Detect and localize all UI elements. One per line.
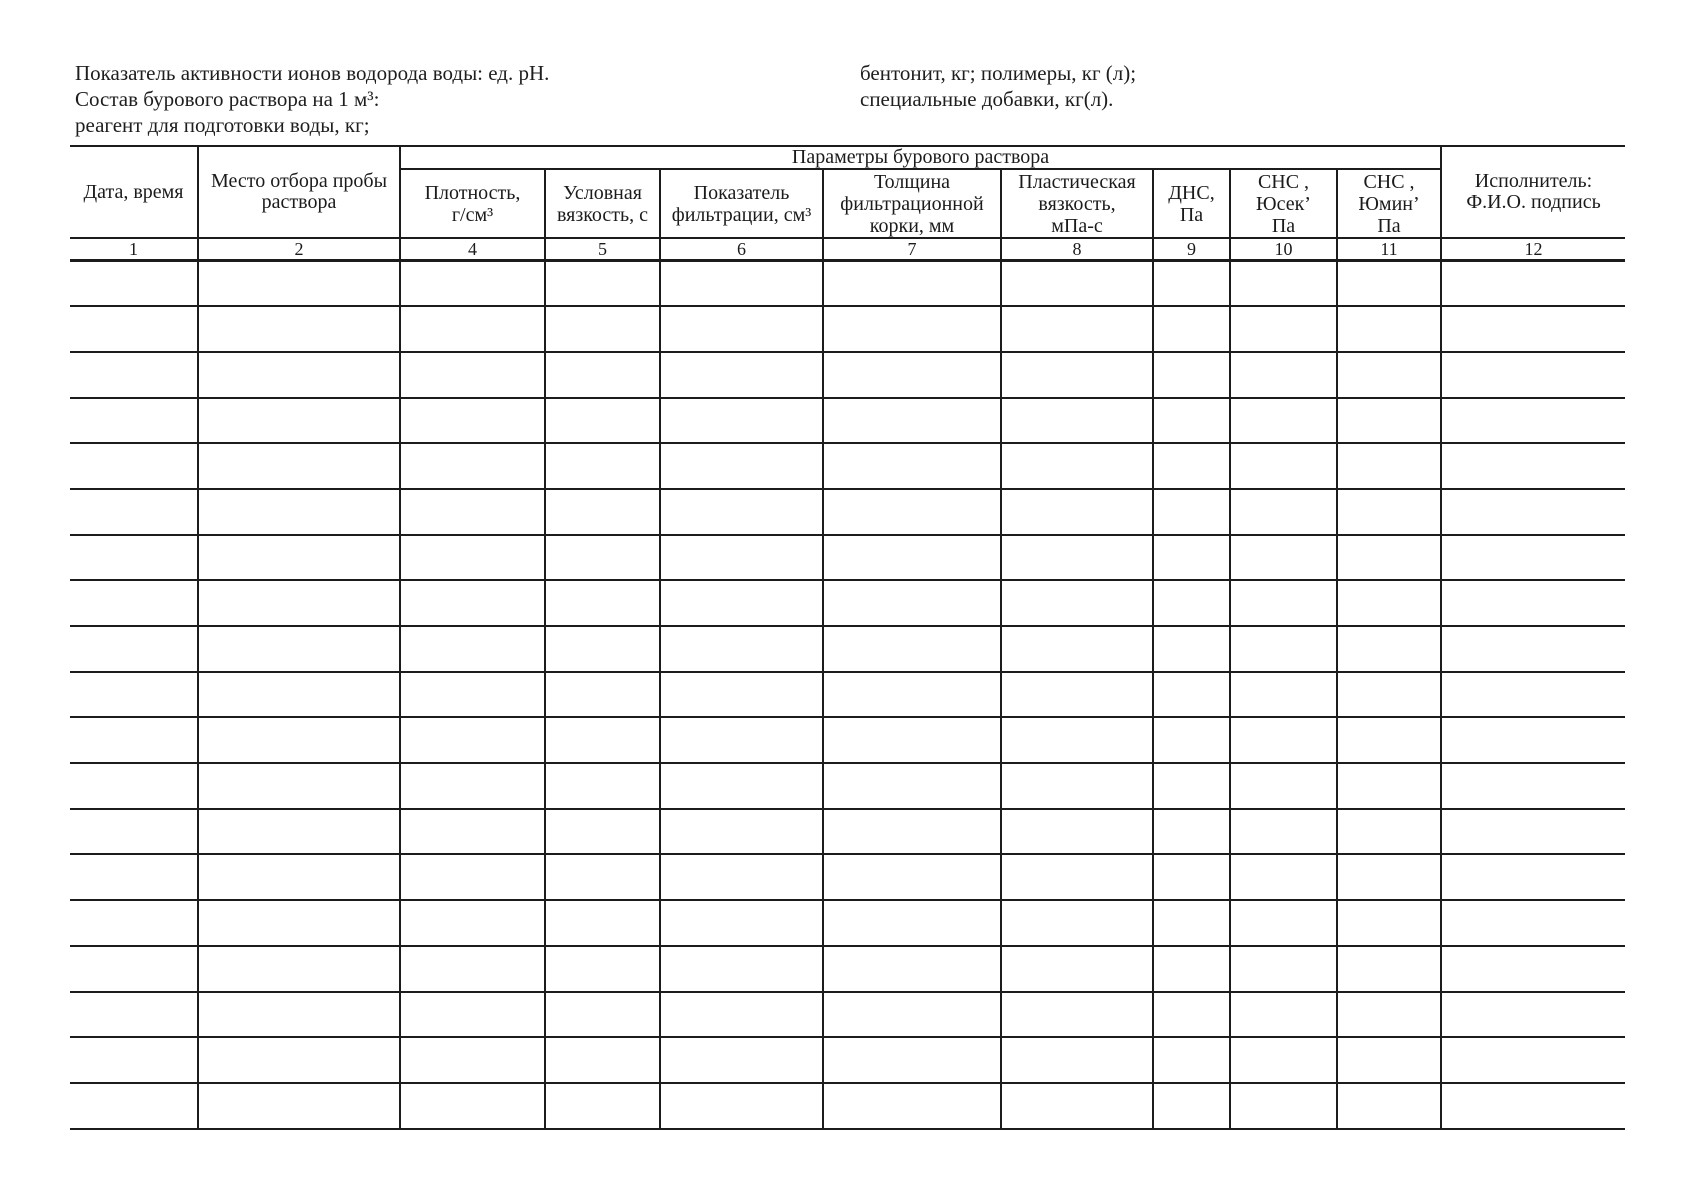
empty-cell [1001, 672, 1153, 718]
empty-cell [545, 900, 660, 946]
empty-cell [70, 672, 198, 718]
empty-cell [823, 854, 1001, 900]
empty-cell [70, 580, 198, 626]
col-header-label: Па [1377, 214, 1401, 237]
empty-cell [1441, 443, 1625, 489]
col-header-label: Юмин’ [1358, 192, 1420, 215]
empty-cell [1337, 900, 1441, 946]
empty-cell [1153, 854, 1230, 900]
empty-cell [70, 306, 198, 352]
col-header-label: г/см³ [451, 203, 494, 226]
empty-cell [1230, 580, 1337, 626]
empty-cell [1230, 626, 1337, 672]
column-number: 11 [1337, 238, 1441, 261]
empty-cell [545, 535, 660, 581]
empty-cell [400, 398, 545, 444]
col-header-label: Юсек’ [1256, 192, 1311, 215]
empty-cell [1001, 489, 1153, 535]
empty-cell [198, 809, 400, 855]
note-line: реагент для подготовки воды, кг; [75, 113, 370, 137]
empty-cell [823, 1037, 1001, 1083]
col-header-label: Исполнитель: [1474, 170, 1593, 192]
empty-cell [198, 489, 400, 535]
empty-cell [1001, 763, 1153, 809]
col-header-label: вязкость, с [556, 203, 649, 226]
empty-cell [823, 489, 1001, 535]
empty-cell [823, 763, 1001, 809]
table-header [70, 146, 1625, 261]
empty-cell [198, 306, 400, 352]
empty-cell [1337, 672, 1441, 718]
empty-cell [1153, 717, 1230, 763]
col-header-executor [1441, 146, 1625, 238]
empty-cell [1337, 261, 1441, 307]
col-header-label: Дата, время [83, 180, 184, 203]
empty-cell [545, 763, 660, 809]
note-line: Показатель активности ионов водорода воды: ед. рН. [75, 61, 550, 85]
empty-cell [1230, 717, 1337, 763]
column-number-row [70, 238, 1625, 261]
empty-cell [1230, 1083, 1337, 1129]
empty-cell [70, 763, 198, 809]
empty-cell [1230, 261, 1337, 307]
empty-cell [823, 672, 1001, 718]
empty-cell [1153, 398, 1230, 444]
empty-cell [70, 1083, 198, 1129]
empty-cell [1337, 352, 1441, 398]
empty-cell [823, 580, 1001, 626]
column-number: 2 [198, 238, 400, 261]
empty-cell [545, 352, 660, 398]
empty-cell [1153, 443, 1230, 489]
col-header-filter-cake-thickness [823, 169, 1001, 238]
column-number: 12 [1441, 238, 1625, 261]
empty-cell [660, 946, 823, 992]
empty-cell [1153, 489, 1230, 535]
empty-cell [70, 489, 198, 535]
empty-cell [1337, 717, 1441, 763]
col-header-label: фильтрации, см³ [671, 203, 812, 226]
col-header-label: Плотность, [424, 181, 521, 204]
empty-cell [198, 261, 400, 307]
empty-cell [1441, 672, 1625, 718]
empty-cell [70, 535, 198, 581]
empty-cell [70, 946, 198, 992]
empty-cell [198, 398, 400, 444]
empty-cell [198, 854, 400, 900]
empty-cell [1001, 535, 1153, 581]
empty-cell [660, 443, 823, 489]
empty-cell [1001, 352, 1153, 398]
col-header-label: Показатель [693, 181, 790, 204]
empty-cell [1153, 261, 1230, 307]
empty-cell [1001, 992, 1153, 1038]
table-row [70, 900, 1625, 946]
column-number: 6 [660, 238, 823, 261]
empty-cell [823, 900, 1001, 946]
table-row [70, 992, 1625, 1038]
empty-cell [823, 261, 1001, 307]
empty-cell [400, 900, 545, 946]
column-number: 5 [545, 238, 660, 261]
col-header-label: СНС , [1363, 170, 1415, 193]
empty-cell [823, 1083, 1001, 1129]
empty-cell [1337, 946, 1441, 992]
empty-cell [823, 992, 1001, 1038]
col-header-sns-10min [1337, 169, 1441, 238]
empty-cell [545, 672, 660, 718]
empty-cell [545, 261, 660, 307]
empty-cell [1337, 854, 1441, 900]
empty-cell [1337, 398, 1441, 444]
empty-cell [1153, 763, 1230, 809]
empty-cell [660, 854, 823, 900]
empty-cell [823, 946, 1001, 992]
empty-cell [660, 535, 823, 581]
empty-cell [1001, 946, 1153, 992]
empty-cell [1001, 854, 1153, 900]
empty-cell [400, 854, 545, 900]
empty-cell [1337, 489, 1441, 535]
empty-cell [1001, 398, 1153, 444]
empty-cell [1153, 352, 1230, 398]
empty-cell [198, 443, 400, 489]
empty-cell [400, 489, 545, 535]
empty-cell [70, 398, 198, 444]
empty-cell [1441, 992, 1625, 1038]
empty-cell [1001, 626, 1153, 672]
header-notes-left [75, 60, 549, 138]
empty-cell [198, 1083, 400, 1129]
col-header-label: корки, мм [869, 214, 955, 237]
table-row [70, 489, 1625, 535]
empty-cell [1441, 946, 1625, 992]
column-number: 1 [70, 238, 198, 261]
empty-cell [660, 580, 823, 626]
group-header-mud-parameters: Параметры бурового раствора [400, 146, 1441, 169]
empty-cell [198, 352, 400, 398]
empty-cell [823, 717, 1001, 763]
empty-cell [660, 992, 823, 1038]
empty-cell [545, 398, 660, 444]
empty-cell [823, 306, 1001, 352]
empty-cell [1337, 580, 1441, 626]
empty-cell [660, 261, 823, 307]
col-header-conditional-viscosity [545, 169, 660, 238]
empty-cell [545, 1037, 660, 1083]
empty-cell [660, 1083, 823, 1129]
empty-cell [545, 809, 660, 855]
empty-cell [400, 992, 545, 1038]
empty-cell [400, 306, 545, 352]
col-header-label: раствора [261, 191, 337, 213]
empty-cell [400, 443, 545, 489]
empty-cell [1337, 992, 1441, 1038]
empty-cell [198, 992, 400, 1038]
empty-cell [1230, 854, 1337, 900]
table-row [70, 535, 1625, 581]
empty-cell [823, 626, 1001, 672]
empty-cell [198, 717, 400, 763]
col-header-sample-location [198, 146, 400, 238]
empty-cell [1153, 535, 1230, 581]
empty-cell [70, 717, 198, 763]
empty-cell [1337, 1037, 1441, 1083]
empty-cell [400, 717, 545, 763]
empty-cell [545, 854, 660, 900]
empty-cell [1441, 1083, 1625, 1129]
empty-cell [400, 672, 545, 718]
empty-cell [1337, 443, 1441, 489]
empty-cell [198, 946, 400, 992]
empty-cell [660, 626, 823, 672]
table-row [70, 763, 1625, 809]
empty-cell [660, 763, 823, 809]
column-number: 10 [1230, 238, 1337, 261]
empty-cell [1230, 398, 1337, 444]
table-row [70, 1037, 1625, 1083]
empty-cell [1001, 1083, 1153, 1129]
empty-cell [400, 1083, 545, 1129]
empty-cell [1153, 809, 1230, 855]
col-header-label: мПа-с [1051, 214, 1103, 237]
empty-cell [1001, 809, 1153, 855]
empty-cell [1153, 580, 1230, 626]
table-row [70, 352, 1625, 398]
empty-cell [1441, 580, 1625, 626]
col-header-label: Па [1271, 214, 1296, 237]
empty-cell [70, 809, 198, 855]
empty-cell [70, 626, 198, 672]
empty-cell [70, 1037, 198, 1083]
col-header-label: фильтрационной [840, 192, 984, 215]
empty-cell [1441, 535, 1625, 581]
empty-cell [1153, 306, 1230, 352]
empty-cell [545, 489, 660, 535]
col-header-dns [1153, 169, 1230, 238]
col-header-filtration-index [660, 169, 823, 238]
empty-cell [545, 580, 660, 626]
empty-cell [1441, 717, 1625, 763]
table-row [70, 443, 1625, 489]
empty-cell [1441, 900, 1625, 946]
empty-cell [1441, 854, 1625, 900]
empty-cell [660, 489, 823, 535]
empty-cell [1153, 992, 1230, 1038]
empty-cell [1337, 535, 1441, 581]
table-row [70, 809, 1625, 855]
empty-cell [660, 306, 823, 352]
note-line: Состав бурового раствора на 1 м³: [75, 87, 380, 111]
empty-cell [545, 717, 660, 763]
col-header-label: Толщина [873, 170, 951, 193]
col-header-label: Место отбора пробы [210, 170, 388, 192]
drilling-mud-log-table [70, 145, 1625, 1130]
table-row [70, 717, 1625, 763]
note-line: специальные добавки, кг(л). [860, 87, 1114, 111]
empty-cell [1230, 900, 1337, 946]
column-number: 4 [400, 238, 545, 261]
empty-cell [198, 535, 400, 581]
col-header-sns-10sec [1230, 169, 1337, 238]
table-row [70, 398, 1625, 444]
empty-cell [400, 1037, 545, 1083]
empty-cell [660, 717, 823, 763]
empty-cell [1230, 535, 1337, 581]
empty-cell [1001, 261, 1153, 307]
empty-cell [660, 352, 823, 398]
col-header-date-time [70, 146, 198, 238]
empty-cell [70, 992, 198, 1038]
table-row [70, 580, 1625, 626]
empty-cell [1001, 443, 1153, 489]
col-header-plastic-viscosity [1001, 169, 1153, 238]
table-row [70, 946, 1625, 992]
empty-cell [1001, 717, 1153, 763]
empty-cell [1337, 626, 1441, 672]
empty-cell [1337, 1083, 1441, 1129]
empty-cell [660, 1037, 823, 1083]
empty-cell [1153, 900, 1230, 946]
col-header-label: Па [1179, 203, 1204, 226]
empty-cell [1441, 626, 1625, 672]
empty-cell [1441, 398, 1625, 444]
empty-cell [198, 763, 400, 809]
empty-cell [1001, 900, 1153, 946]
table-body [70, 261, 1625, 1129]
table-row [70, 306, 1625, 352]
empty-cell [823, 443, 1001, 489]
empty-cell [70, 261, 198, 307]
empty-cell [400, 261, 545, 307]
empty-cell [545, 946, 660, 992]
empty-cell [545, 1083, 660, 1129]
empty-cell [400, 626, 545, 672]
col-header-label: Условная [563, 181, 642, 204]
empty-cell [1230, 672, 1337, 718]
col-header-label: СНС , [1257, 170, 1310, 193]
empty-cell [70, 854, 198, 900]
empty-cell [1230, 352, 1337, 398]
empty-cell [198, 672, 400, 718]
empty-cell [545, 306, 660, 352]
col-header-label: Пластическая [1018, 170, 1136, 193]
empty-cell [1441, 306, 1625, 352]
empty-cell [1153, 1083, 1230, 1129]
empty-cell [1337, 306, 1441, 352]
empty-cell [1153, 672, 1230, 718]
empty-cell [660, 398, 823, 444]
empty-cell [660, 672, 823, 718]
empty-cell [70, 352, 198, 398]
empty-cell [1441, 1037, 1625, 1083]
empty-cell [1153, 626, 1230, 672]
col-header-label: Ф.И.О. подпись [1466, 191, 1601, 213]
empty-cell [400, 535, 545, 581]
column-number: 9 [1153, 238, 1230, 261]
empty-cell [1230, 763, 1337, 809]
empty-cell [1441, 261, 1625, 307]
empty-cell [1001, 1037, 1153, 1083]
table-row [70, 626, 1625, 672]
empty-cell [545, 626, 660, 672]
empty-cell [1230, 992, 1337, 1038]
header-notes-right [860, 60, 1136, 112]
empty-cell [1230, 443, 1337, 489]
empty-cell [400, 580, 545, 626]
empty-cell [1230, 489, 1337, 535]
empty-cell [1337, 763, 1441, 809]
col-header-density [400, 169, 545, 238]
empty-cell [198, 1037, 400, 1083]
empty-cell [400, 763, 545, 809]
empty-cell [198, 580, 400, 626]
column-number: 8 [1001, 238, 1153, 261]
empty-cell [1441, 489, 1625, 535]
empty-cell [400, 946, 545, 992]
empty-cell [1337, 809, 1441, 855]
empty-cell [70, 443, 198, 489]
empty-cell [823, 398, 1001, 444]
empty-cell [198, 900, 400, 946]
empty-cell [400, 352, 545, 398]
empty-cell [1230, 809, 1337, 855]
empty-cell [198, 626, 400, 672]
empty-cell [1441, 809, 1625, 855]
empty-cell [823, 352, 1001, 398]
empty-cell [545, 992, 660, 1038]
note-line: бентонит, кг; полимеры, кг (л); [860, 61, 1137, 85]
empty-cell [1441, 763, 1625, 809]
empty-cell [70, 900, 198, 946]
empty-cell [1230, 306, 1337, 352]
empty-cell [823, 535, 1001, 581]
empty-cell [545, 443, 660, 489]
empty-cell [400, 809, 545, 855]
empty-cell [1230, 1037, 1337, 1083]
col-header-label: ДНС, [1168, 181, 1215, 204]
empty-cell [1230, 946, 1337, 992]
table-row [70, 854, 1625, 900]
empty-cell [1001, 580, 1153, 626]
empty-cell [1001, 306, 1153, 352]
empty-cell [660, 809, 823, 855]
table-row [70, 261, 1625, 307]
column-number: 7 [823, 238, 1001, 261]
table-row [70, 1083, 1625, 1129]
empty-cell [1441, 352, 1625, 398]
empty-cell [1153, 1037, 1230, 1083]
table-row [70, 672, 1625, 718]
empty-cell [1153, 946, 1230, 992]
empty-cell [660, 900, 823, 946]
empty-cell [823, 809, 1001, 855]
col-header-label: вязкость, [1038, 192, 1116, 215]
